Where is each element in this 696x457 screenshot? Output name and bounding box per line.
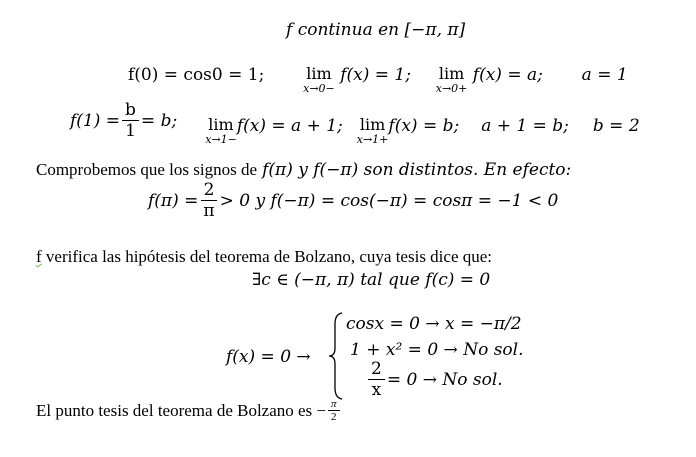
limits-at-one bbox=[70, 96, 640, 145]
limit-right-1: lim x→1+ bbox=[356, 115, 389, 146]
continuity-statement: f continua en [−π, π] bbox=[286, 20, 466, 40]
sign-evaluation bbox=[148, 180, 558, 221]
intro-text: Comprobemos que los signos de bbox=[36, 160, 257, 179]
f1-lhs: f(1) = bbox=[70, 110, 121, 131]
limit-right-0-value: f(x) = a; bbox=[472, 65, 543, 85]
cases-lhs: f(x) = 0 → bbox=[226, 347, 311, 367]
a-plus-1-equals-b: a + 1 = b; bbox=[481, 116, 569, 136]
limit-left-1: lim x→1− bbox=[205, 115, 237, 146]
limit-right-1-value: f(x) = b; bbox=[388, 116, 460, 136]
f0-value: f(0) = cos0 = 1; bbox=[128, 65, 265, 85]
final-text: El punto tesis del teorema de Bolzano es − bbox=[36, 400, 327, 420]
pi-over-2-fraction: $\frac{\pi}{2}$ bbox=[328, 398, 340, 423]
a-result: a = 1 bbox=[581, 65, 628, 85]
case-quadratic: 1 + x² = 0 → No sol. bbox=[350, 340, 524, 360]
limit-left-0: lim x→0− bbox=[303, 64, 335, 95]
b-over-1-fraction: $\frac{b}{1}$ bbox=[122, 100, 139, 141]
f-pi-lhs: f(π) = bbox=[148, 190, 199, 211]
case-cos: cosx = 0 → x = −π/2 bbox=[346, 314, 522, 334]
final-answer bbox=[36, 398, 342, 423]
limit-left-0-value: f(x) = 1; bbox=[340, 65, 411, 85]
intro-math: f(π) y f(−π) son distintos. En efecto: bbox=[262, 160, 572, 180]
two-over-pi-fraction: $\frac{2}{\pi}$ bbox=[200, 180, 217, 221]
sign-comparison: > 0 y f(−π) = cos(−π) = cosπ = −1 < 0 bbox=[219, 190, 559, 211]
two-over-x-fraction: $\frac{2}{x}$ bbox=[368, 359, 385, 400]
limit-right-0: lim x→0+ bbox=[435, 64, 468, 95]
case-reciprocal: $\frac{2}{x}$ = 0 → No sol. bbox=[366, 359, 503, 400]
bolzano-thesis: ∃c ∈ (−π, π) tal que f(c) = 0 bbox=[252, 270, 491, 290]
bolzano-text: verifica las hipótesis del teorema de Bolzano, cuya tesis dice que: bbox=[45, 247, 493, 266]
limit-left-1-value: f(x) = a + 1; bbox=[236, 116, 343, 136]
limits-at-zero bbox=[128, 65, 628, 94]
cases-brace bbox=[328, 312, 344, 400]
f-symbol: f bbox=[36, 247, 42, 266]
b-result: b = 2 bbox=[592, 116, 640, 136]
bolzano-hypothesis bbox=[36, 247, 492, 267]
sign-check-intro bbox=[36, 160, 571, 180]
f1-equals-b: = b; bbox=[140, 110, 178, 131]
